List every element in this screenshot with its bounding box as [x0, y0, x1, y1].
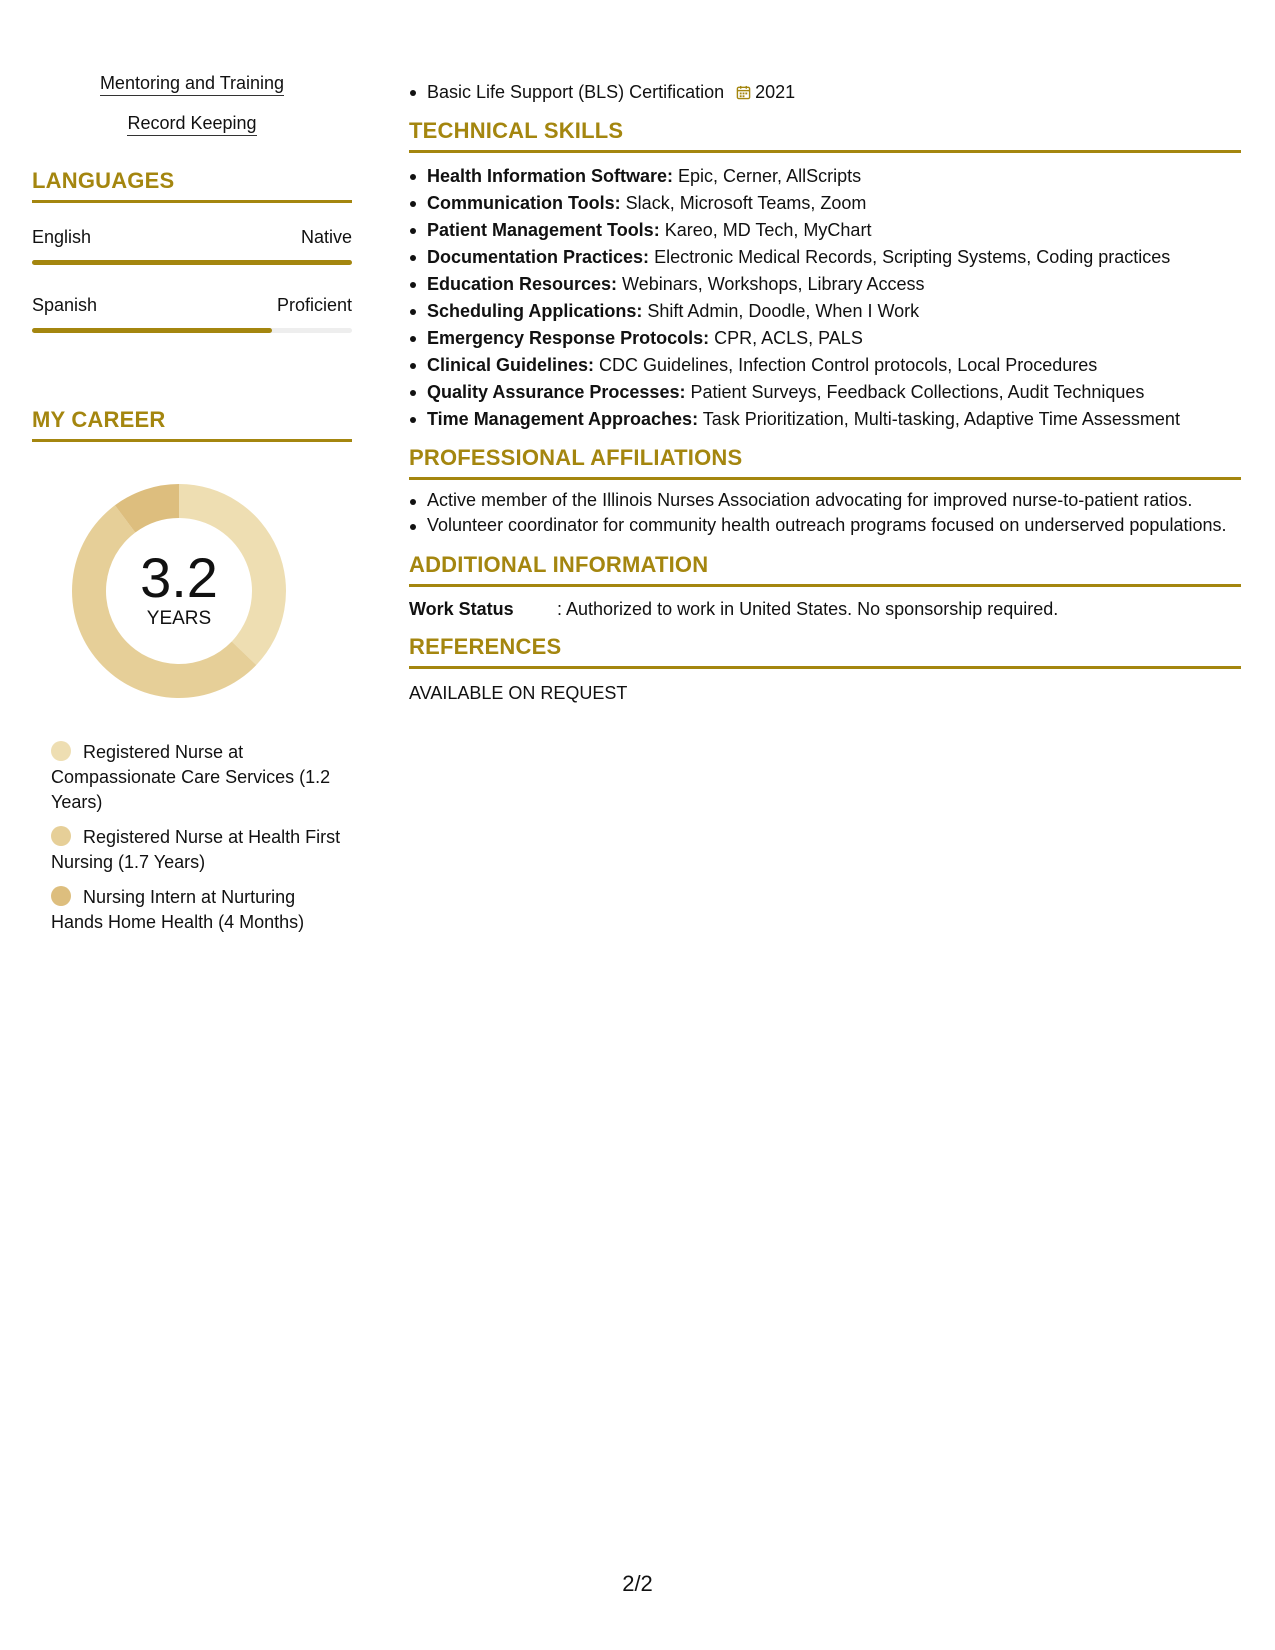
- technical-skill-item: Communication Tools: Slack, Microsoft Teams, Zoom: [427, 190, 1241, 217]
- calendar-icon: [736, 85, 751, 100]
- languages-section: [32, 168, 352, 333]
- language-item: [32, 227, 352, 265]
- legend-dot: [51, 826, 71, 846]
- additional-info-title: ADDITIONAL INFORMATION: [409, 552, 1241, 587]
- skill-link-mentoring[interactable]: Mentoring and Training: [32, 72, 352, 94]
- affiliations-section: [409, 445, 1241, 538]
- languages-title: LANGUAGES: [32, 168, 352, 203]
- language-level: Proficient: [276, 295, 352, 315]
- technical-skill-item: Clinical Guidelines: CDC Guidelines, Infection Control protocols, Local Procedures: [427, 352, 1241, 379]
- language-bar-fill: [32, 328, 272, 333]
- career-title: MY CAREER: [32, 407, 352, 442]
- affiliation-item: Active member of the Illinois Nurses Association advocating for improved nurse-to-patient ratios.: [427, 488, 1241, 513]
- skill-link-record-keeping[interactable]: Record Keeping: [32, 112, 352, 134]
- career-total-unit: YEARS: [146, 608, 212, 629]
- work-status-value: : Authorized to work in United States. No sponsorship required.: [557, 599, 1059, 619]
- language-level: Native: [300, 227, 352, 247]
- affiliations-title: PROFESSIONAL AFFILIATIONS: [409, 445, 1241, 480]
- language-item: [32, 295, 352, 333]
- career-legend-item: Registered Nurse at Compassionate Care Services (1.2 Years): [51, 742, 331, 812]
- language-bar-fill: [32, 260, 352, 265]
- additional-info-section: [409, 552, 1241, 620]
- technical-skill-item: Scheduling Applications: Shift Admin, Doodle, When I Work: [427, 298, 1241, 325]
- page-number: 2/2: [622, 1571, 653, 1596]
- language-name: English: [32, 227, 92, 247]
- references-title: REFERENCES: [409, 634, 1241, 669]
- technical-skill-item: Time Management Approaches: Task Prioritization, Multi-tasking, Adaptive Time Assessment: [427, 406, 1241, 433]
- language-name: Spanish: [32, 295, 98, 315]
- certification-list: [409, 79, 1241, 106]
- technical-skills-section: [409, 118, 1241, 433]
- work-status-row: [409, 599, 1241, 620]
- career-legend-item: Nursing Intern at Nurturing Hands Home Health (4 Months): [51, 887, 305, 932]
- language-bar: [32, 328, 352, 333]
- technical-skills-title: TECHNICAL SKILLS: [409, 118, 1241, 153]
- certification-item: Basic Life Support (BLS) Certification 2021: [427, 79, 1241, 106]
- language-bar: [32, 260, 352, 265]
- work-status-label: Work Status: [409, 599, 514, 619]
- technical-skill-item: Documentation Practices: Electronic Medical Records, Scripting Systems, Coding practices: [427, 244, 1241, 271]
- legend-dot: [51, 741, 71, 761]
- technical-skill-item: Emergency Response Protocols: CPR, ACLS, PALS: [427, 325, 1241, 352]
- references-section: [409, 634, 1241, 704]
- career-legend-item: Registered Nurse at Health First Nursing (1.7 Years): [51, 827, 341, 872]
- technical-skill-item: Health Information Software: Epic, Cerner, AllScripts: [427, 163, 1241, 190]
- technical-skills-list: [409, 163, 1241, 433]
- legend-dot: [51, 886, 71, 906]
- affiliation-item: Volunteer coordinator for community health outreach programs focused on underserved populations.: [427, 513, 1241, 538]
- career-section: [32, 407, 352, 935]
- career-donut: [66, 478, 292, 704]
- right-column: [409, 72, 1241, 704]
- career-total-years: 3.2: [140, 546, 218, 609]
- technical-skill-item: Patient Management Tools: Kareo, MD Tech, MyChart: [427, 217, 1241, 244]
- affiliations-list: [409, 488, 1241, 538]
- technical-skill-item: Education Resources: Webinars, Workshops, Library Access: [427, 271, 1241, 298]
- certification-year: 2021: [755, 82, 796, 102]
- career-legend: [51, 740, 341, 935]
- technical-skill-item: Quality Assurance Processes: Patient Surveys, Feedback Collections, Audit Techniques: [427, 379, 1241, 406]
- left-column: [32, 72, 352, 945]
- references-text: AVAILABLE ON REQUEST: [409, 683, 628, 703]
